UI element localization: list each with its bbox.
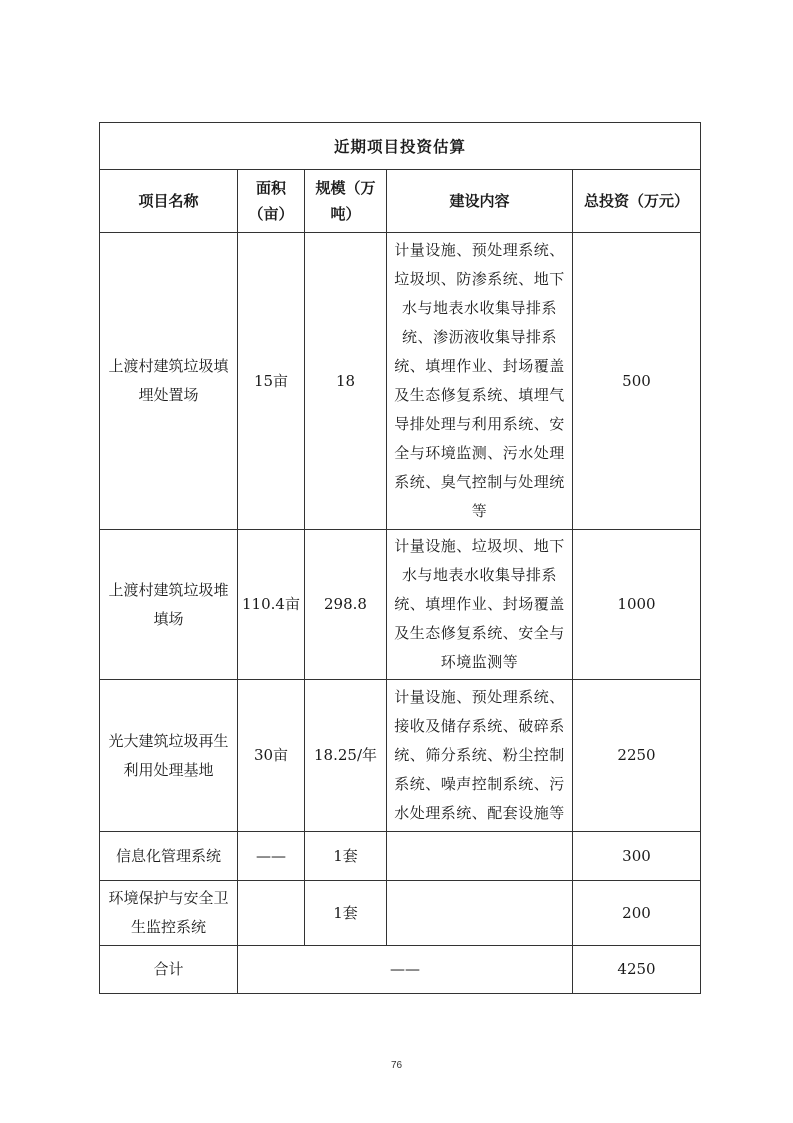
investment-table (99, 122, 701, 994)
row-scale: 1套 (305, 881, 387, 946)
table-title: 近期项目投资估算 (100, 123, 701, 170)
row-area: 110.4亩 (238, 530, 305, 680)
header-investment: 总投资（万元） (573, 170, 701, 233)
row-project-name: 信息化管理系统 (100, 832, 238, 881)
row-investment: 300 (573, 832, 701, 881)
row-investment: 2250 (573, 680, 701, 832)
row-area: 15亩 (238, 233, 305, 530)
row-scale: 18 (305, 233, 387, 530)
row-project-name: 环境保护与安全卫生监控系统 (100, 881, 238, 946)
header-row (100, 170, 701, 233)
row-project-name: 光大建筑垃圾再生利用处理基地 (100, 680, 238, 832)
page-number: 76 (390, 1060, 403, 1071)
row-project-name: 上渡村建筑垃圾堆填场 (100, 530, 238, 680)
row-content (387, 832, 573, 881)
table-row (100, 680, 701, 832)
row-project-name: 上渡村建筑垃圾填埋处置场 (100, 233, 238, 530)
row-content: 计量设施、垃圾坝、地下水与地表水收集导排系统、填埋作业、封场覆盖及生态修复系统、安全与环境监测等 (387, 530, 573, 680)
row-investment: 200 (573, 881, 701, 946)
total-label: 合计 (100, 946, 238, 994)
total-middle: —— (238, 946, 573, 994)
table-title-row (100, 123, 701, 170)
table-row (100, 233, 701, 530)
total-row (100, 946, 701, 994)
header-scale: 规模（万吨） (305, 170, 387, 233)
total-investment: 4250 (573, 946, 701, 994)
header-content: 建设内容 (387, 170, 573, 233)
table-row (100, 881, 701, 946)
row-content (387, 881, 573, 946)
header-area: 面积（亩） (238, 170, 305, 233)
row-area (238, 881, 305, 946)
row-scale: 1套 (305, 832, 387, 881)
table-row (100, 832, 701, 881)
row-area: —— (238, 832, 305, 881)
header-project-name: 项目名称 (100, 170, 238, 233)
row-content: 计量设施、预处理系统、接收及储存系统、破碎系统、筛分系统、粉尘控制系统、噪声控制系统、污水处理系统、配套设施等 (387, 680, 573, 832)
row-area: 30亩 (238, 680, 305, 832)
row-investment: 500 (573, 233, 701, 530)
table-row (100, 530, 701, 680)
row-content: 计量设施、预处理系统、垃圾坝、防渗系统、地下水与地表水收集导排系统、渗沥液收集导排系统、填埋作业、封场覆盖及生态修复系统、填埋气导排处理与利用系统、安全与环境监测、污水处理系统、臭气控制与处理统等 (387, 233, 573, 530)
row-scale: 18.25/年 (305, 680, 387, 832)
row-scale: 298.8 (305, 530, 387, 680)
row-investment: 1000 (573, 530, 701, 680)
